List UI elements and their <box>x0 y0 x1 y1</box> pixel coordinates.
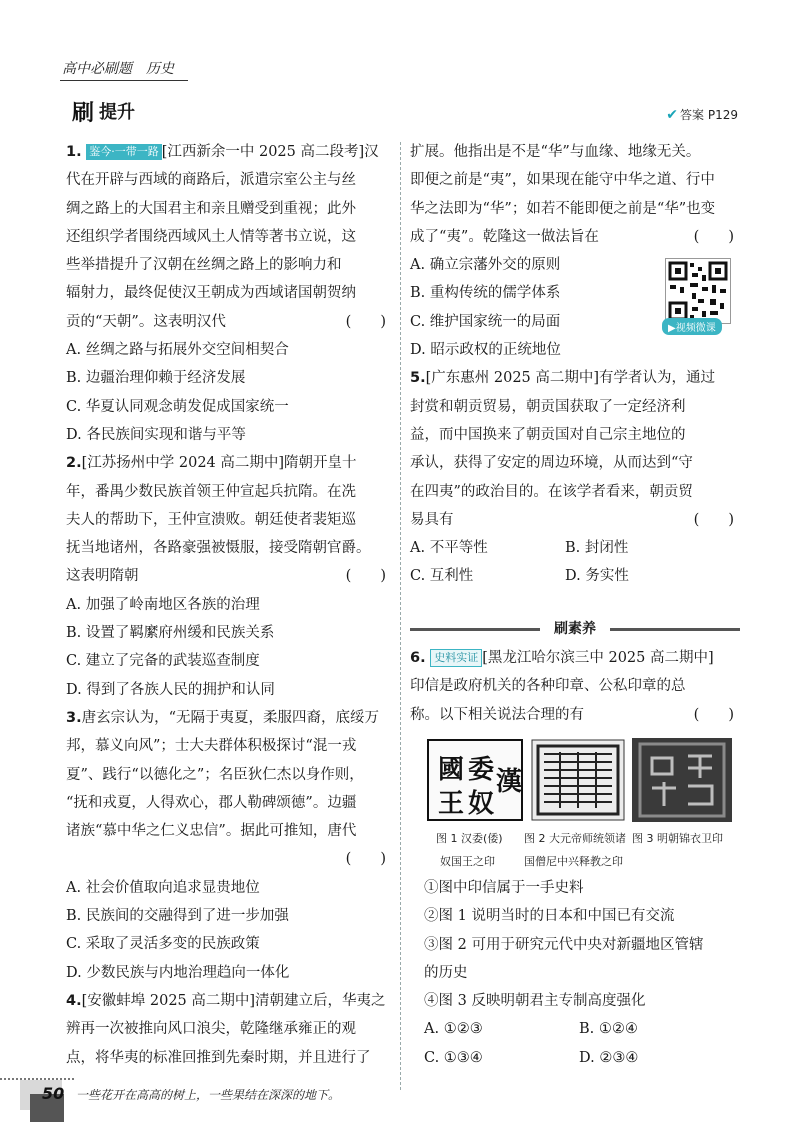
option-a[interactable]: A. 社会价值取向追求显贵地位 <box>66 879 260 896</box>
question-text: 承认，获得了安定的周边环境，从而达到“守 <box>410 455 693 472</box>
question-text: 印信是政府机关的各种印章、公私印章的总 <box>410 678 686 695</box>
figure-caption-1b: 奴国王之印 <box>440 855 495 868</box>
option-b[interactable]: B. ①②④ <box>579 1021 638 1038</box>
option-a[interactable]: A. 加强了岭南地区各族的治理 <box>66 596 260 613</box>
statement-1: ①图中印信属于一手史料 <box>424 880 584 896</box>
option-c[interactable]: C. 华夏认同观念萌发促成国家统一 <box>66 398 289 415</box>
statement-2: ②图 1 说明当时的日本和中国已有交流 <box>424 908 675 925</box>
question-text: 邦，慕义向风”；士大夫群体积极探讨“混一戎 <box>66 738 357 755</box>
question-text: 抚当地诸州，各路豪强被慑服，接受隋朝官爵。 <box>66 540 371 557</box>
section-divider <box>410 622 740 636</box>
option-d[interactable]: D. 昭示政权的正统地位 <box>410 342 561 359</box>
question-text: [安徽蚌埠 2025 高二期中]清朝建立后，华夷之 <box>81 992 386 1009</box>
question-text: 辐射力，最终促使汉王朝成为西域诸国朝贺纳 <box>66 285 356 302</box>
option-d[interactable]: D. ②③④ <box>579 1049 639 1066</box>
column-divider <box>400 142 401 1090</box>
header-rule <box>60 80 188 81</box>
figure-caption-2b: 国僧尼中兴释教之印 <box>524 855 623 868</box>
statement-3: ③图 2 可用于研究元代中央对新疆地区管辖 <box>424 936 704 953</box>
option-d[interactable]: D. 务实性 <box>565 568 629 585</box>
figure-caption-3: 图 3 明朝锦衣卫印 <box>632 832 723 845</box>
question-text: 代在开辟与西域的商路后，派遣宗室公主与丝 <box>66 172 356 189</box>
seal-glyph: 奴 <box>468 789 495 819</box>
question-text: 益，而中国换来了朝贡国对自己宗主地位的 <box>410 426 686 443</box>
option-a[interactable]: A. 不平等性 <box>410 540 488 557</box>
option-d[interactable]: D. 得到了各族人民的拥护和认同 <box>66 681 275 698</box>
question-1 <box>66 138 392 449</box>
question-4-start <box>66 987 392 1072</box>
question-number: 1. <box>66 144 82 160</box>
option-a[interactable]: A. ①②③ <box>424 1021 483 1038</box>
question-number: 2. <box>66 455 82 472</box>
option-c[interactable]: C. 维护国家统一的局面 <box>410 313 561 330</box>
option-d[interactable]: D. 少数民族与内地治理趋向一体化 <box>66 964 290 981</box>
question-3 <box>66 704 392 987</box>
option-c[interactable]: C. 建立了完备的武装巡查制度 <box>66 653 260 670</box>
question-text: 点，将华夷的标准回推到先秦时期，并且进行了 <box>66 1049 371 1066</box>
option-c[interactable]: C. 互利性 <box>410 568 474 585</box>
question-text: 这表明隋朝 <box>66 568 139 585</box>
section-title-mark: 刷 <box>70 96 96 127</box>
video-lesson-caption[interactable]: ▶视频微课 <box>662 318 722 335</box>
qr-code[interactable] <box>665 258 731 324</box>
section-title-text: 提升 <box>99 102 136 123</box>
question-text: 辨再一次被推向风口浪尖，乾隆继承雍正的观 <box>66 1021 356 1038</box>
question-text: [江西新余一中 2025 高二段考]汉 <box>161 144 379 160</box>
statement-3-cont: 的历史 <box>424 964 468 981</box>
left-column <box>66 138 392 1072</box>
question-text: 贡的“天朝”。这表明汉代 <box>66 313 226 330</box>
seal-image-3 <box>632 738 732 822</box>
figure-caption-1: 图 1 汉委(倭) <box>436 832 503 845</box>
question-text: 华之法即为“华”；如若不能即便之前是“华”也变 <box>410 200 716 217</box>
section-title <box>70 96 135 126</box>
seal-glyph: 漢 <box>496 767 523 797</box>
question-text: 成了“夷”。乾隆这一做法旨在 <box>410 228 599 245</box>
footer-motto: 一些花开在高高的树上，一些果结在深深的地下。 <box>76 1088 341 1102</box>
answer-reference <box>666 106 738 123</box>
divider-line <box>410 628 540 631</box>
option-d[interactable]: D. 各民族间实现和谐与平等 <box>66 426 246 443</box>
answer-page: 答案 P129 <box>680 108 738 122</box>
question-text: “抚和戎夏，人得欢心，郡人勒碑颂德”。边疆 <box>66 794 357 811</box>
question-number: 6. <box>410 650 426 666</box>
option-b[interactable]: B. 边疆治理仰赖于经济发展 <box>66 370 246 387</box>
option-c[interactable]: C. 采取了灵活多变的民族政策 <box>66 936 260 953</box>
question-6 <box>410 644 740 729</box>
answer-blank[interactable]: ( ) <box>693 228 734 245</box>
question-5 <box>410 364 740 590</box>
question-text: [黑龙江哈尔滨三中 2025 高二期中] <box>482 650 714 666</box>
page-number: 50 <box>42 1084 65 1103</box>
question-number: 3. <box>66 709 82 726</box>
seal-glyph: 國 <box>438 755 465 785</box>
divider-line <box>610 628 740 631</box>
answer-blank[interactable]: ( ) <box>345 851 386 868</box>
question-text: 扩展。他指出是不是“华”与血缘、地缘无关。 <box>410 144 701 160</box>
question-text: 些举措提升了汉朝在丝绸之路上的影响力和 <box>66 257 342 274</box>
option-a[interactable]: A. 确立宗藩外交的原则 <box>410 257 561 274</box>
check-icon: ✔ <box>666 106 679 123</box>
question-text: 唐玄宗认为，“无隔于夷夏，柔服四裔，底绥万 <box>81 709 380 726</box>
question-text: 封赏和朝贡贸易，朝贡国获取了一定经济利 <box>410 398 686 415</box>
question-text: 绸之路上的大国君主和亲且赠受到重视；此外 <box>66 200 356 217</box>
question-text: 即便之前是“夷”，如果现在能守中华之道、行中 <box>410 172 715 189</box>
seal-image-2 <box>530 738 630 822</box>
question-text: 夏”、践行“以德化之”；名臣狄仁杰以身作则， <box>66 766 364 783</box>
seal-glyph: 委 <box>468 755 495 785</box>
option-a[interactable]: A. 丝绸之路与拓展外交空间相契合 <box>66 342 289 359</box>
question-text: 夫人的帮助下，王仲宣溃败。朝廷使者裴矩巡 <box>66 511 356 528</box>
question-tag: 史料实证 <box>430 649 482 667</box>
question-text: 诸族“慕中华之仁义忠信”。据此可推知，唐代 <box>66 823 357 840</box>
question-number: 4. <box>66 992 82 1009</box>
option-b[interactable]: B. 设置了羁縻府州缓和民族关系 <box>66 625 275 642</box>
question-text: 易具有 <box>410 511 454 528</box>
option-c[interactable]: C. ①③④ <box>424 1049 483 1066</box>
option-b[interactable]: B. 民族间的交融得到了进一步加强 <box>66 908 289 925</box>
question-2 <box>66 449 392 704</box>
question-text: [江苏扬州中学 2024 高二期中]隋朝开皇十 <box>81 455 357 472</box>
question-number: 5. <box>410 370 426 387</box>
answer-blank[interactable]: ( ) <box>693 706 734 723</box>
answer-blank[interactable]: ( ) <box>345 313 386 330</box>
question-text: [广东惠州 2025 高二期中]有学者认为，通过 <box>425 370 716 387</box>
figure-caption-2: 图 2 大元帝师统领诸 <box>524 832 626 845</box>
seal-glyph: 王 <box>438 789 465 819</box>
question-text: 年，番禺少数民族首领王仲宣起兵抗隋。在冼 <box>66 483 356 500</box>
question-text: 称。以下相关说法合理的有 <box>410 706 584 723</box>
question-text: 在四夷”的政治目的。在该学者看来，朝贡贸 <box>410 483 693 500</box>
section-label: 刷素养 <box>548 618 602 638</box>
option-b[interactable]: B. 重构传统的儒学体系 <box>410 285 561 302</box>
answer-blank[interactable]: ( ) <box>693 511 734 528</box>
question-tag: 鉴今·一带一路 <box>86 144 162 160</box>
answer-blank[interactable]: ( ) <box>345 568 386 585</box>
book-header: 高中必刷题 历史 <box>62 61 174 77</box>
statement-4: ④图 3 反映明朝君主专制高度强化 <box>424 993 646 1010</box>
option-b[interactable]: B. 封闭性 <box>565 540 629 557</box>
qr-code-icon <box>666 259 730 323</box>
question-text: 还组织学者围绕西域风土人情等著书立说，这 <box>66 228 356 245</box>
seal-image-1 <box>426 738 526 822</box>
right-column <box>410 138 740 591</box>
question-6-statements <box>424 874 744 1072</box>
